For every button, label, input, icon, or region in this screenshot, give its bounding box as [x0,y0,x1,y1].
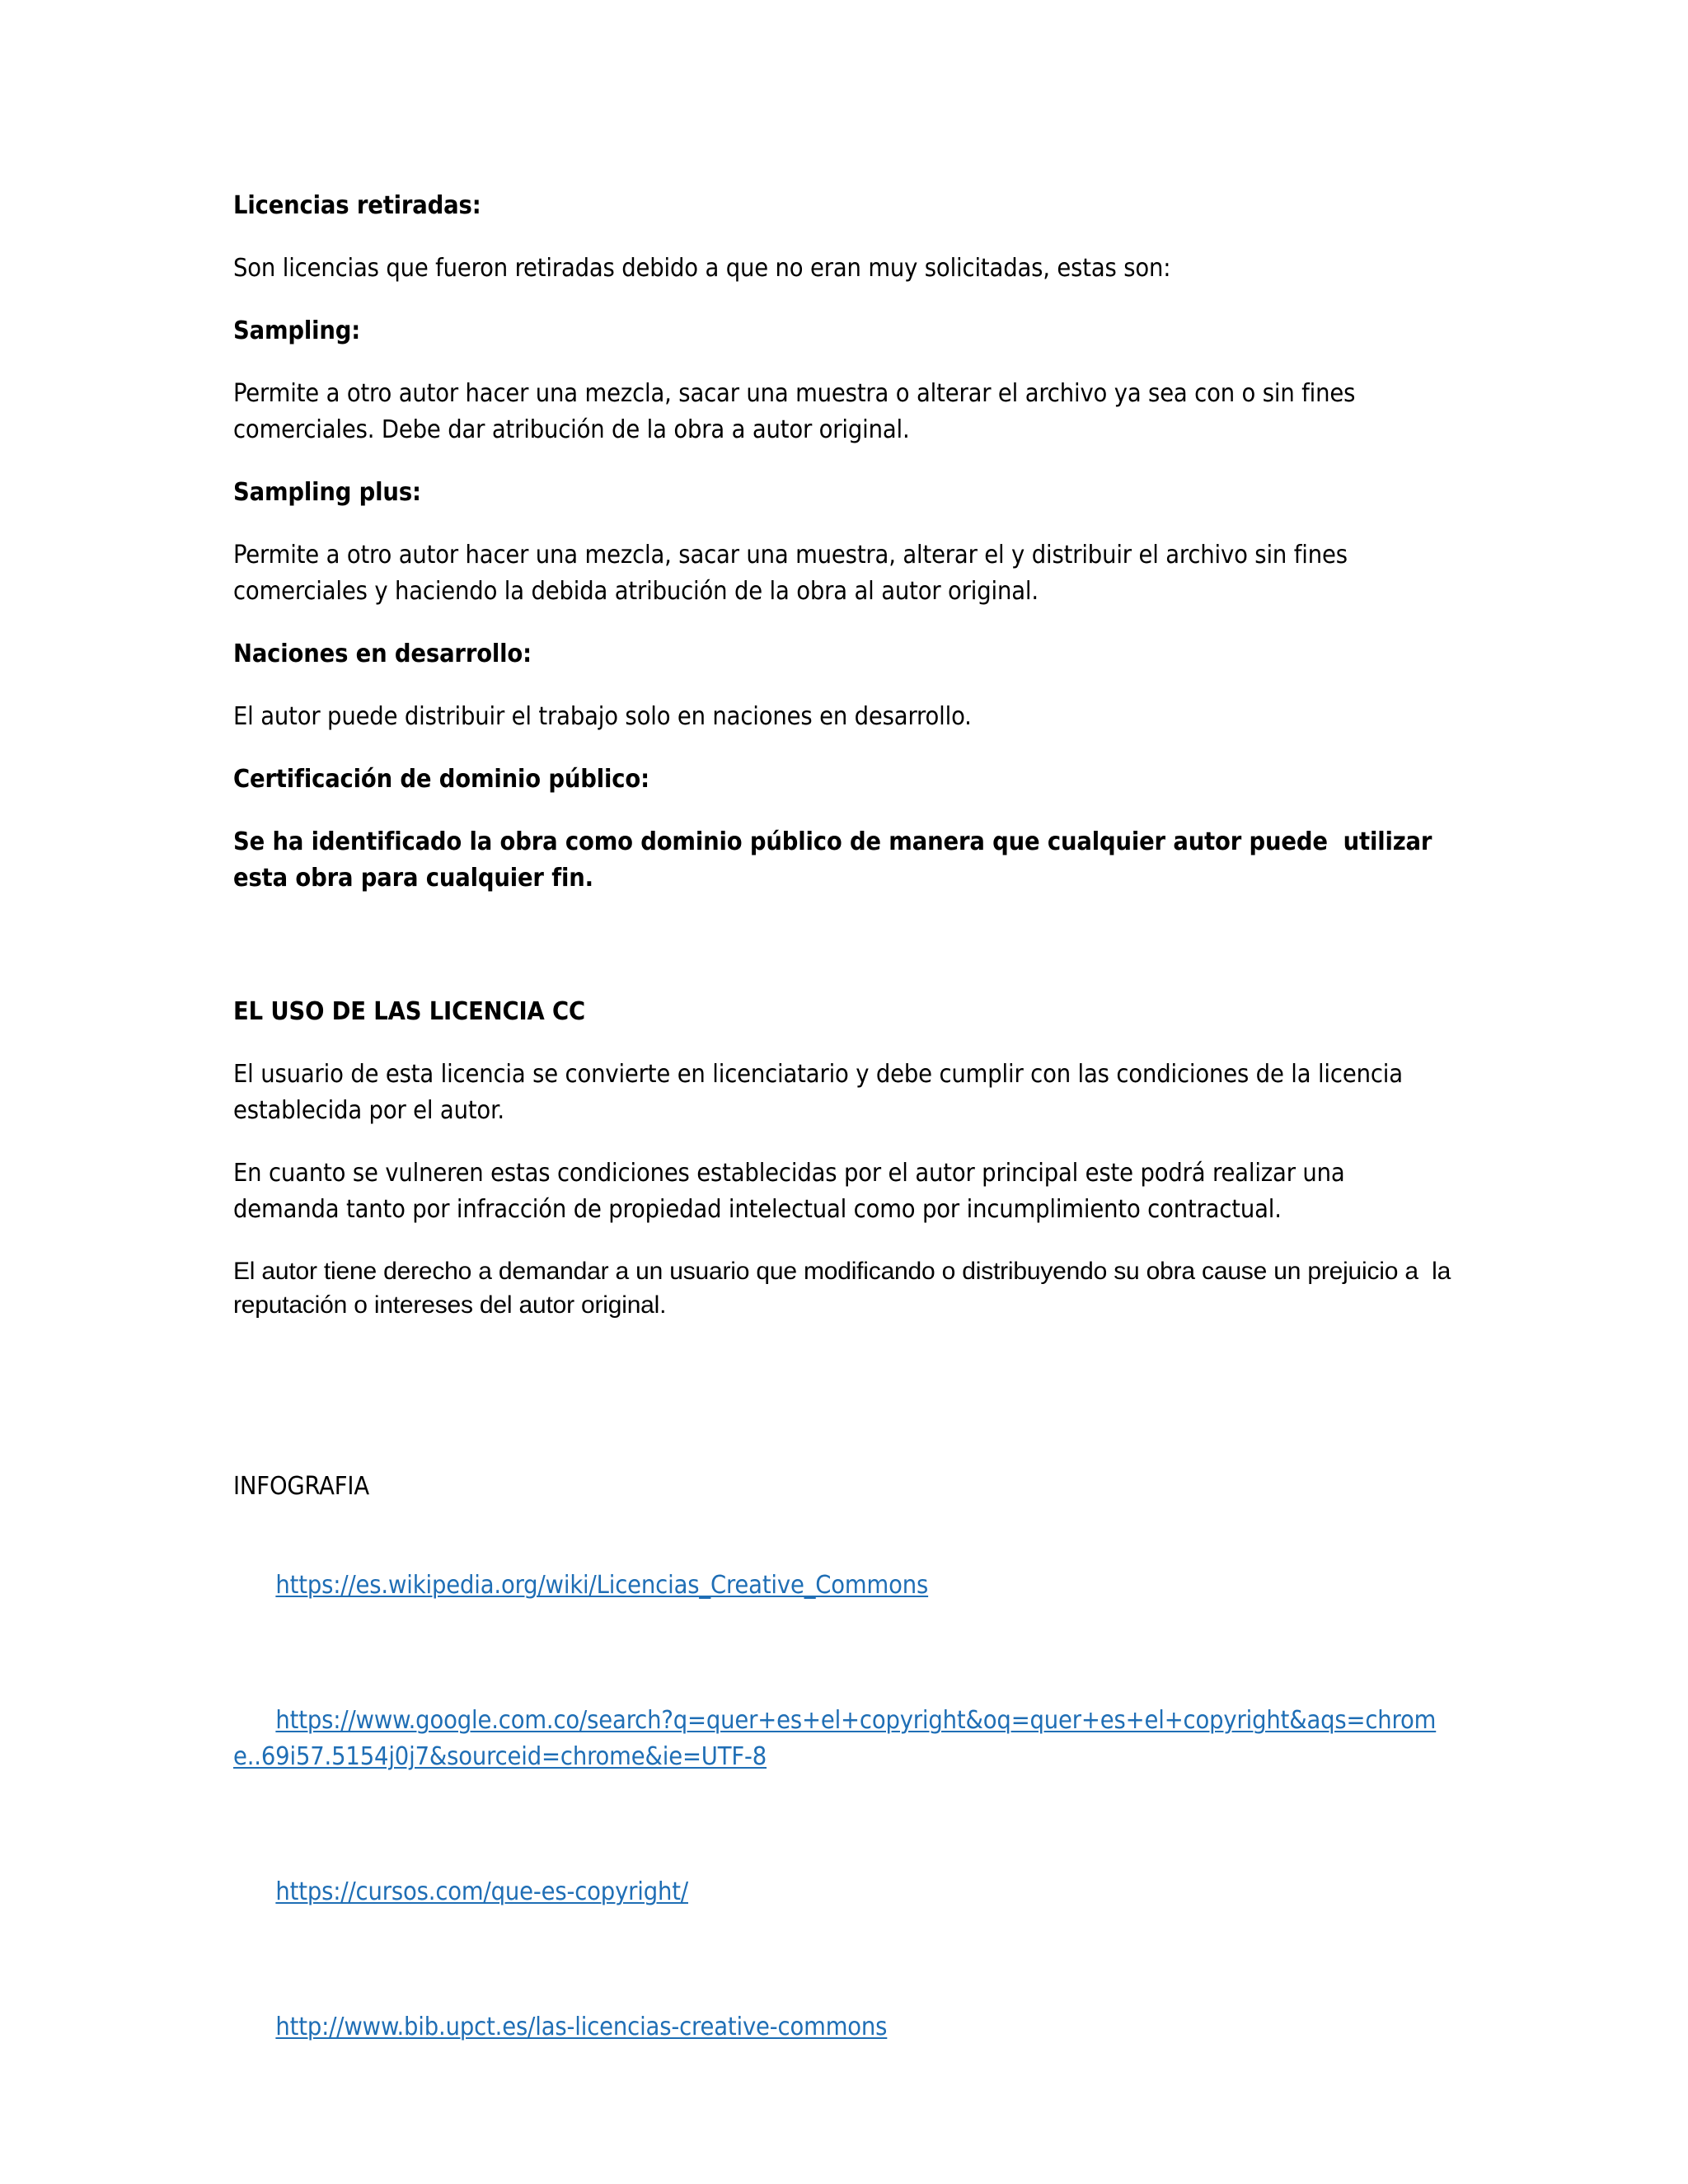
link-cursos[interactable]: https://cursos.com/que-es-copyright/ [275,1877,688,1906]
heading-sampling: Sampling: [233,316,361,345]
paragraph-spacer [233,1347,1455,1469]
heading-certificacion-dominio-publico: Certificación de dominio público: [233,765,649,794]
paragraph-spacer [233,923,1455,994]
paragraph-naciones-en-desarrollo: El autor puede distribuir el trabajo solo en naciones en desarrollo. [233,702,972,731]
link-google-search[interactable]: https://www.google.com.co/search?q=quer+es+el+copyright&oq=quer+es+el+copyright&aqs=chrome..69i57.5154j0j7&sourceid=chrome&ie=UTF-8 [233,1706,1437,1771]
paragraph-derecho-a-demandar: El autor tiene derecho a demandar a un usuario que modificando o distribuyendo su obra cause un prejuicio a la reputación o intereses del autor original. [233,1258,1458,1319]
heading-naciones-en-desarrollo: Naciones en desarrollo: [233,640,532,668]
heading-licencias-retiradas: Licencias retiradas: [233,191,481,220]
heading-el-uso-de-las-licencia-cc: EL USO DE LAS LICENCIA CC [233,997,585,1026]
link-row-google-search [233,1666,1455,1811]
link-bib-upct[interactable]: http://www.bib.upct.es/las-licencias-creative-commons [275,2013,888,2041]
link-wikipedia[interactable]: https://es.wikipedia.org/wiki/Licencias_Creative_Commons [275,1571,929,1600]
label-infografia: INFOGRAFIA [233,1472,369,1501]
paragraph-sampling-plus: Permite a otro autor hacer una mezcla, sacar una muestra, alterar el y distribuir el archivo sin fines comerciales y haciendo la debida atribución de la obra al autor original. [233,541,1355,606]
link-row-cursos [233,1838,1455,1947]
link-row-bib-upct [233,1973,1455,2082]
paragraph-sampling: Permite a otro autor hacer una mezcla, sacar una muestra o alterar el archivo ya sea con o sin fines comerciales. Debe dar atribución de la obra a autor original. [233,379,1362,444]
link-row-wikipedia [233,1531,1455,1640]
paragraph-certificacion-dominio-publico: Se ha identificado la obra como dominio público de manera que cualquier autor puede utilizar esta obra para cualquier fin. [233,827,1440,893]
paragraph-son-licencias: Son licencias que fueron retiradas debido a que no eran muy solicitadas, estas son: [233,254,1171,283]
paragraph-vulneracion-condiciones: En cuanto se vulneren estas condiciones establecidas por el autor principal este podrá realizar una demanda tanto por infracción de propiedad intelectual como por incumplimiento contractual. [233,1159,1353,1224]
heading-sampling-plus: Sampling plus: [233,478,421,507]
document-body [233,188,1458,2108]
paragraph-usuario-licenciatario: El usuario de esta licencia se convierte en licenciatario y debe cumplir con las condiciones de la licencia establecida por el autor. [233,1060,1410,1125]
